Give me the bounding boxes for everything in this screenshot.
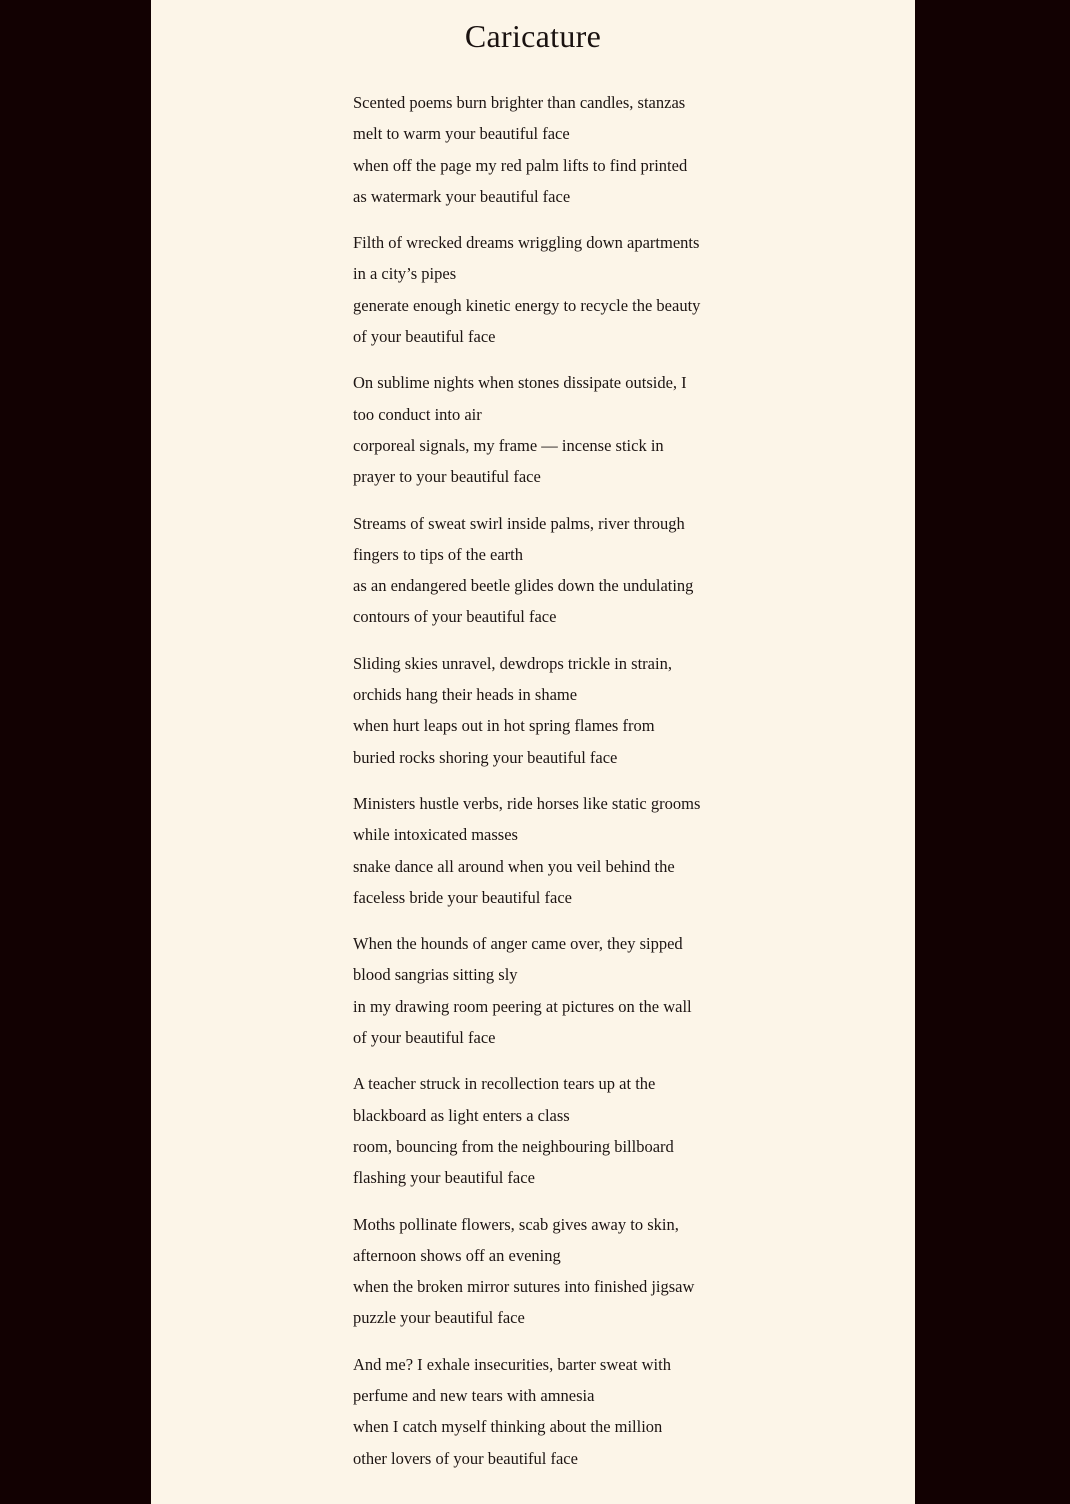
poem-line: too conduct into air bbox=[353, 404, 482, 424]
poem-line: when off the page my red palm lifts to find printed bbox=[353, 155, 688, 175]
poem-line: Moths pollinate flowers, scab gives away to skin, bbox=[353, 1214, 679, 1234]
poem-line: when I catch myself thinking about the million bbox=[353, 1417, 663, 1437]
poem-line: snake dance all around when you veil behind the bbox=[353, 856, 675, 876]
poem-line: when hurt leaps out in hot spring flames from bbox=[353, 716, 655, 736]
stanza bbox=[353, 1349, 893, 1474]
poem-line: And me? I exhale insecurities, barter sweat with bbox=[353, 1354, 671, 1374]
poem-line: when the broken mirror sutures into finished jigsaw bbox=[353, 1277, 695, 1297]
poem-line: faceless bride your beautiful face bbox=[353, 887, 572, 907]
stanza bbox=[353, 227, 893, 352]
stanza bbox=[353, 87, 893, 212]
poem-line: corporeal signals, my frame — incense stick in bbox=[353, 435, 664, 455]
poem-line: flashing your beautiful face bbox=[353, 1168, 535, 1188]
poem-line: Streams of sweat swirl inside palms, river through bbox=[353, 513, 685, 533]
poem-line: A teacher struck in recollection tears up at the bbox=[353, 1074, 656, 1094]
poem-line: room, bouncing from the neighbouring billboard bbox=[353, 1136, 674, 1156]
poem-page bbox=[151, 0, 915, 1504]
stanza bbox=[353, 928, 893, 1053]
stanza bbox=[353, 1209, 893, 1334]
poem-line: of your beautiful face bbox=[353, 1028, 496, 1048]
poem-body bbox=[353, 87, 893, 1489]
poem-line: contours of your beautiful face bbox=[353, 607, 557, 627]
poem-line: Sliding skies unravel, dewdrops trickle in strain, bbox=[353, 653, 672, 673]
poem-line: in my drawing room peering at pictures on the wall bbox=[353, 996, 692, 1016]
poem-line: When the hounds of anger came over, they sipped bbox=[353, 934, 683, 954]
poem-line: while intoxicated masses bbox=[353, 825, 518, 845]
poem-line: as watermark your beautiful face bbox=[353, 186, 571, 206]
poem-line: prayer to your beautiful face bbox=[353, 467, 541, 487]
poem-line: other lovers of your beautiful face bbox=[353, 1448, 578, 1468]
poem-line: generate enough kinetic energy to recycle the beauty bbox=[353, 295, 701, 315]
poem-line: of your beautiful face bbox=[353, 327, 496, 347]
stanza bbox=[353, 508, 893, 633]
poem-line: blackboard as light enters a class bbox=[353, 1105, 570, 1125]
poem-line: blood sangrias sitting sly bbox=[353, 965, 518, 985]
poem-line: Ministers hustle verbs, ride horses like static grooms bbox=[353, 793, 701, 813]
poem-line: as an endangered beetle glides down the undulating bbox=[353, 576, 694, 596]
poem-line: orchids hang their heads in shame bbox=[353, 685, 578, 705]
stanza bbox=[353, 1068, 893, 1193]
poem-line: On sublime nights when stones dissipate outside, I bbox=[353, 373, 687, 393]
poem-line: in a city’s pipes bbox=[353, 264, 457, 284]
poem-line: Filth of wrecked dreams wriggling down apartments bbox=[353, 233, 700, 253]
poem-line: Scented poems burn brighter than candles, stanzas bbox=[353, 93, 686, 112]
poem-line: perfume and new tears with amnesia bbox=[353, 1385, 595, 1405]
stanza bbox=[353, 788, 893, 913]
poem-title: Caricature bbox=[464, 18, 602, 54]
stanza bbox=[353, 367, 893, 492]
poem-line: fingers to tips of the earth bbox=[353, 544, 523, 564]
stanza bbox=[353, 648, 893, 773]
poem-line: melt to warm your beautiful face bbox=[353, 124, 570, 144]
poem-line: afternoon shows off an evening bbox=[353, 1245, 561, 1265]
poem-line: buried rocks shoring your beautiful face bbox=[353, 747, 618, 767]
poem-line: puzzle your beautiful face bbox=[353, 1308, 525, 1328]
